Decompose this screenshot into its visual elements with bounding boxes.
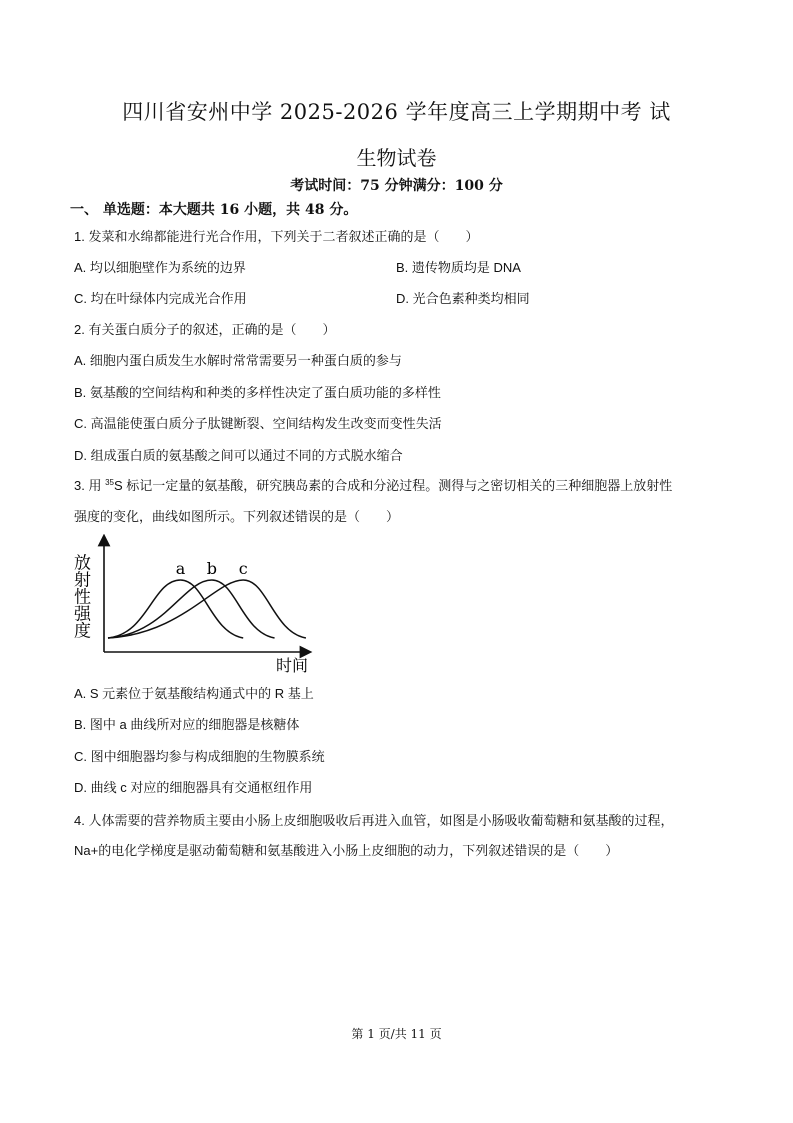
exam-info: 考试时间：75 分钟满分：100 分 [290,178,503,194]
question-3-option-a: A. S 元素位于氨基酸结构通式中的 R 基上 [74,686,314,701]
exam-subtitle: 生物试卷 [356,146,437,170]
curve-a [108,580,243,638]
curve-label-c: c [238,559,248,578]
question-3-option-d: D. 曲线 c 对应的细胞器具有交通枢纽作用 [74,780,313,795]
question-2-option-c: C. 高温能使蛋白质分子肽键断裂、空间结构发生改变而变性失活 [74,416,442,431]
question-3-stem-pre: 3. 用 [74,478,106,493]
question-1-option-d: D. 光合色素种类均相同 [396,291,530,306]
question-2-option-b: B. 氨基酸的空间结构和种类的多样性决定了蛋白质功能的多样性 [74,385,441,400]
y-axis-label: 放射性强度 [70,553,90,639]
curve-label-a: a [175,559,186,578]
section-heading: 一、 单选题：本大题共 16 小题，共 48 分。 [70,202,358,218]
question-3-option-c: C. 图中细胞器均参与构成细胞的生物膜系统 [74,749,325,764]
question-1-option-b: B. 遗传物质均是 DNA [396,260,521,275]
question-3-stem-post: S 标记一定量的氨基酸，研究胰岛素的合成和分泌过程。测得与之密切相关的三种细胞器上放射性 [113,478,673,493]
question-3-isotope-mass: 35 [105,478,114,487]
curve-c [108,580,306,638]
curve-label-b: b [206,559,217,578]
question-1-option-c: C. 均在叶绿体内完成光合作用 [74,291,247,306]
exam-title: 四川省安州中学 2025-2026 学年度高三上学期期中考 试 [122,100,671,124]
question-1-option-a: A. 均以细胞壁作为系统的边界 [74,260,246,275]
question-2-stem: 2. 有关蛋白质分子的叙述，正确的是（ ） [74,322,336,337]
radioactivity-chart [70,534,320,674]
page-footer: 第 1 页/共 11 页 [351,1027,442,1041]
x-axis-label: 时间 [275,656,309,674]
question-3-option-b: B. 图中 a 曲线所对应的细胞器是核糖体 [74,717,300,732]
question-2-option-a: A. 细胞内蛋白质发生水解时常常需要另一种蛋白质的参与 [74,353,402,368]
question-4-line2: Na+的电化学梯度是驱动葡萄糖和氨基酸进入小肠上皮细胞的动力，下列叙述错误的是（ ） [74,843,619,858]
question-3-stem [74,477,672,495]
question-3-stem-line2: 强度的变化，曲线如图所示。下列叙述错误的是（ ） [74,509,400,524]
question-1-stem: 1. 发菜和水绵都能进行光合作用，下列关于二者叙述正确的是（ ） [74,229,479,244]
question-2-option-d: D. 组成蛋白质的氨基酸之间可以通过不同的方式脱水缩合 [74,448,403,463]
question-4-line1: 4. 人体需要的营养物质主要由小肠上皮细胞吸收后再进入血管，如图是小肠吸收葡萄糖和氨基酸的过程， [74,813,674,828]
